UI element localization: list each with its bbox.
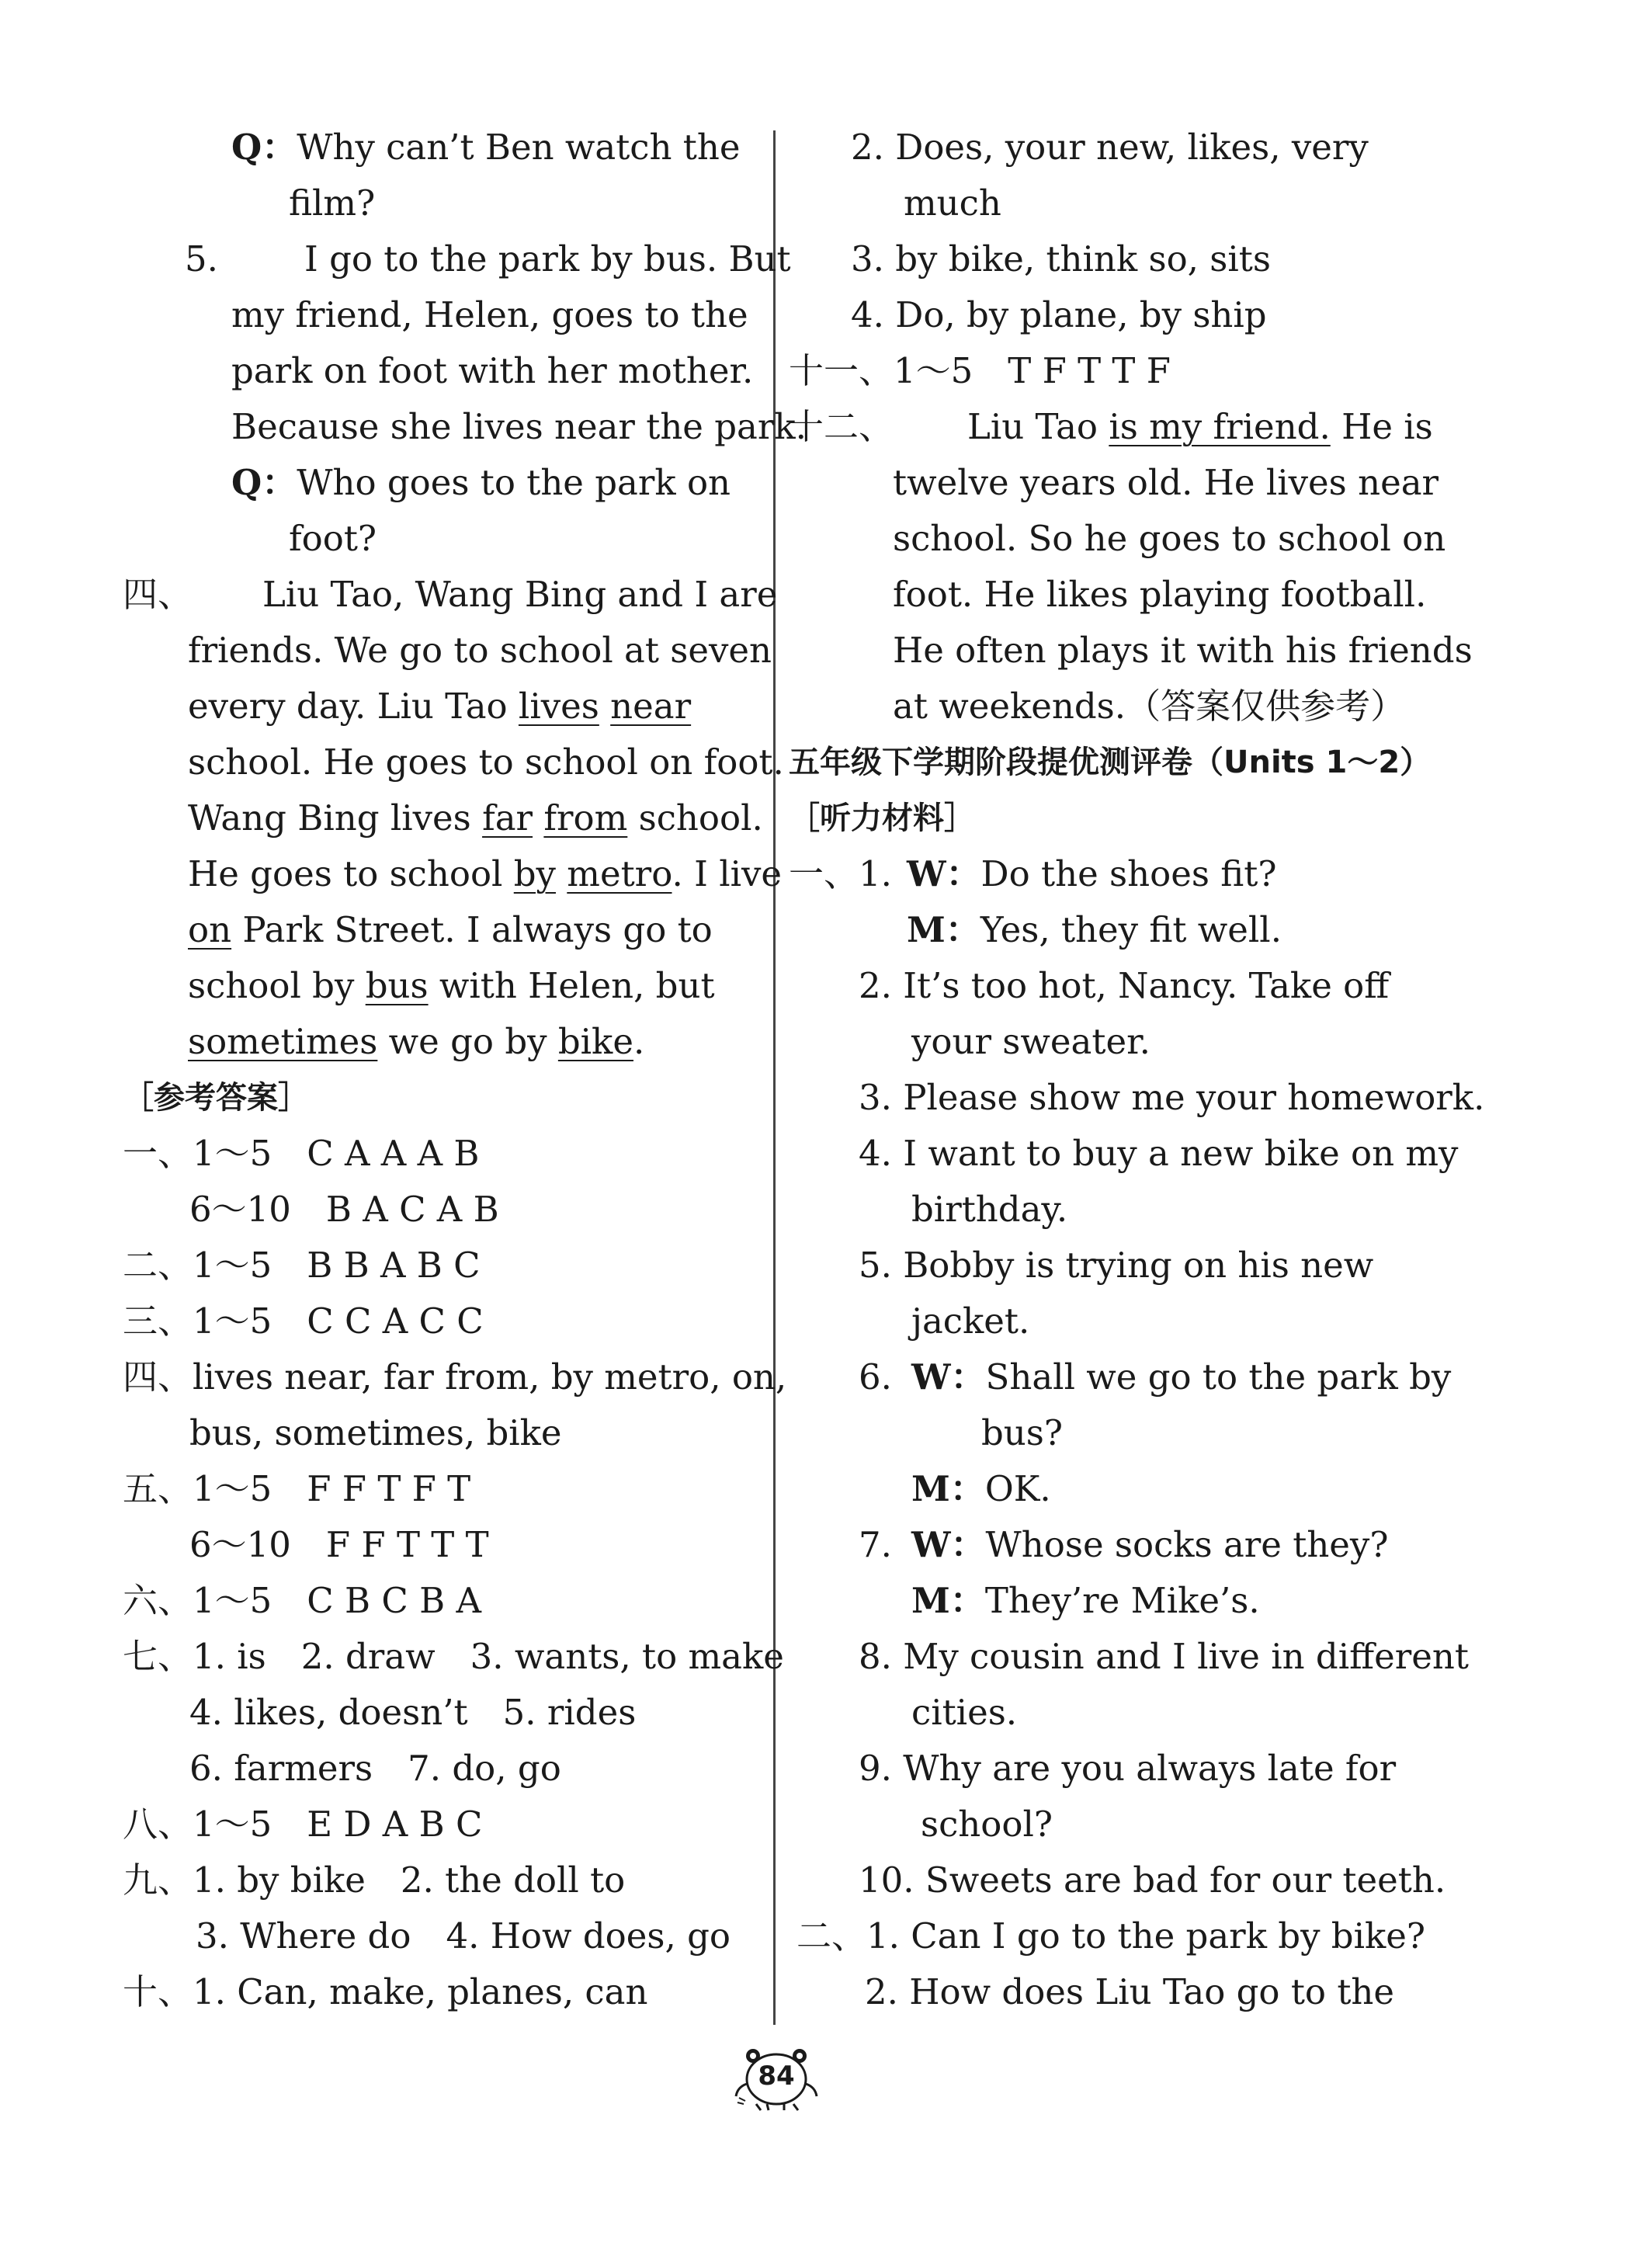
- item-5-line-2: my friend, Helen, goes to the: [231, 294, 748, 335]
- question-5-cont: foot?: [289, 518, 377, 559]
- item-5-number: 5.: [185, 238, 218, 280]
- passage-line-5: Wang Bing lives far from school.: [188, 797, 763, 839]
- page-number: 84: [758, 2061, 795, 2092]
- answer-section-5-cont: 6～10 F F T T T: [189, 1524, 489, 1565]
- listening-1-5-cont: jacket.: [911, 1300, 1030, 1342]
- listening-1-6-number: 6.: [859, 1356, 892, 1398]
- answer-section-9: 九、1. by bike 2. the doll to: [123, 1859, 626, 1901]
- answer-section-4-cont: bus, sometimes, bike: [189, 1412, 562, 1453]
- writing-line-2: twelve years old. He lives near: [893, 462, 1439, 503]
- section-4-number: 四、: [123, 574, 193, 615]
- blank-answer: lives: [518, 686, 599, 727]
- blank-answer: sometimes: [188, 1021, 378, 1062]
- listening-2-1: 二、1. Can I go to the park by bike?: [796, 1915, 1426, 1957]
- listening-1-2: 2. It’s too hot, Nancy. Take off: [859, 965, 1390, 1006]
- listening-1-3: 3. Please show me your homework.: [859, 1077, 1485, 1118]
- writing-line-4: foot. He likes playing football.: [893, 574, 1427, 615]
- blank-answer: bike: [557, 1021, 633, 1062]
- listening-1-4-cont: birthday.: [911, 1189, 1068, 1230]
- item-5-line-3: park on foot with her mother.: [231, 350, 754, 391]
- listening-1-5: 5. Bobby is trying on his new: [859, 1245, 1374, 1286]
- test-title: 五年级下学期阶段提优测评卷（Units 1～2）: [789, 745, 1432, 780]
- answer-section-10-cont-3: 3. by bike, think so, sits: [851, 238, 1271, 280]
- passage-line-9: sometimes we go by bike.: [188, 1021, 645, 1062]
- listening-2-2: 2. How does Liu Tao go to the: [865, 1971, 1395, 2012]
- answer-section-1: 一、1～5 C A A A B: [123, 1133, 480, 1174]
- answers-heading: ［参考答案］: [123, 1080, 309, 1116]
- listening-1-6-woman: W：Shall we go to the park by: [911, 1356, 1452, 1398]
- listening-1-1-number: 一、1.: [789, 853, 892, 894]
- listening-1-7-woman: W：Whose socks are they?: [911, 1524, 1389, 1565]
- listening-heading: ［听力材料］: [789, 800, 975, 836]
- answer-section-7: 七、1. is 2. draw 3. wants, to make: [123, 1636, 784, 1677]
- answer-section-11: 十一、1～5 T F T T F: [789, 350, 1171, 391]
- item-5-line-1: I go to the park by bus. But: [304, 238, 791, 280]
- listening-1-2-cont: your sweater.: [911, 1021, 1150, 1062]
- passage-line-7: on Park Street. I always go to: [188, 909, 713, 950]
- answer-section-8: 八、1～5 E D A B C: [123, 1804, 483, 1845]
- blank-answer: by: [513, 853, 556, 894]
- listening-1-9: 9. Why are you always late for: [859, 1748, 1397, 1789]
- listening-1-6-woman-cont: bus?: [981, 1412, 1064, 1453]
- question-4-cont: film?: [289, 182, 376, 224]
- item-5-line-4: Because she lives near the park.: [231, 406, 807, 447]
- blank-answer: from: [543, 797, 628, 839]
- answer-section-1-cont: 6～10 B A C A B: [189, 1189, 499, 1230]
- passage-line-8: school by bus with Helen, but: [188, 965, 715, 1006]
- listening-1-8: 8. My cousin and I live in different: [859, 1636, 1469, 1677]
- underlined-phrase: is my friend.: [1109, 406, 1331, 447]
- listening-1-1-woman: W：Do the shoes fit?: [907, 853, 1277, 894]
- answer-section-10-cont-4: 4. Do, by plane, by ship: [851, 294, 1267, 335]
- writing-line-5: He often plays it with his friends: [893, 630, 1473, 671]
- blank-answer: bus: [365, 965, 429, 1006]
- listening-1-7-number: 7.: [859, 1524, 892, 1565]
- answer-section-9-cont: 3. Where do 4. How does, go: [196, 1915, 731, 1957]
- passage-line-6: He goes to school by metro. I live: [188, 853, 783, 894]
- blank-answer: on: [188, 909, 232, 950]
- question-4: Q：Why can’t Ben watch the: [231, 127, 741, 168]
- writing-line-6: at weekends.（答案仅供参考）: [893, 686, 1406, 727]
- writing-line-1: Liu Tao is my friend. He is: [967, 406, 1433, 447]
- answer-section-3: 三、1～5 C C A C C: [123, 1300, 484, 1342]
- answer-section-12-number: 十二、: [789, 406, 894, 447]
- passage-line-3: every day. Liu Tao lives near: [188, 686, 692, 727]
- answer-section-6: 六、1～5 C B C B A: [123, 1580, 481, 1621]
- listening-1-8-cont: cities.: [911, 1692, 1018, 1733]
- answer-section-10-cont: 2. Does, your new, likes, very: [851, 127, 1369, 168]
- answer-section-7-cont: 4. likes, doesn’t 5. rides: [189, 1692, 637, 1733]
- blank-answer: near: [610, 686, 692, 727]
- passage-line-1: Liu Tao, Wang Bing and I are: [262, 574, 778, 615]
- listening-1-6-man: M：OK.: [911, 1468, 1051, 1509]
- page-number-badge: [733, 2040, 820, 2112]
- listening-1-10: 10. Sweets are bad for our teeth.: [859, 1859, 1446, 1901]
- listening-1-7-man: M：They’re Mike’s.: [911, 1580, 1260, 1621]
- blank-answer: metro: [567, 853, 672, 894]
- answer-section-10-cont-2: much: [904, 182, 1001, 224]
- blank-answer: far: [482, 797, 533, 839]
- question-5: Q：Who goes to the park on: [231, 462, 731, 503]
- listening-1-4: 4. I want to buy a new bike on my: [859, 1133, 1459, 1174]
- passage-line-2: friends. We go to school at seven: [188, 630, 772, 671]
- passage-line-4: school. He goes to school on foot.: [188, 741, 784, 783]
- answer-section-4: 四、lives near, far from, by metro, on,: [123, 1356, 787, 1398]
- answer-section-7-cont-2: 6. farmers 7. do, go: [189, 1748, 561, 1789]
- listening-1-9-cont: school?: [921, 1804, 1053, 1845]
- answer-section-2: 二、1～5 B B A B C: [123, 1245, 481, 1286]
- answer-section-10: 十、1. Can, make, planes, can: [123, 1971, 648, 2012]
- writing-line-3: school. So he goes to school on: [893, 518, 1446, 559]
- answer-section-5: 五、1～5 F F T F T: [123, 1468, 471, 1509]
- listening-1-1-man: M：Yes, they fit well.: [907, 909, 1282, 950]
